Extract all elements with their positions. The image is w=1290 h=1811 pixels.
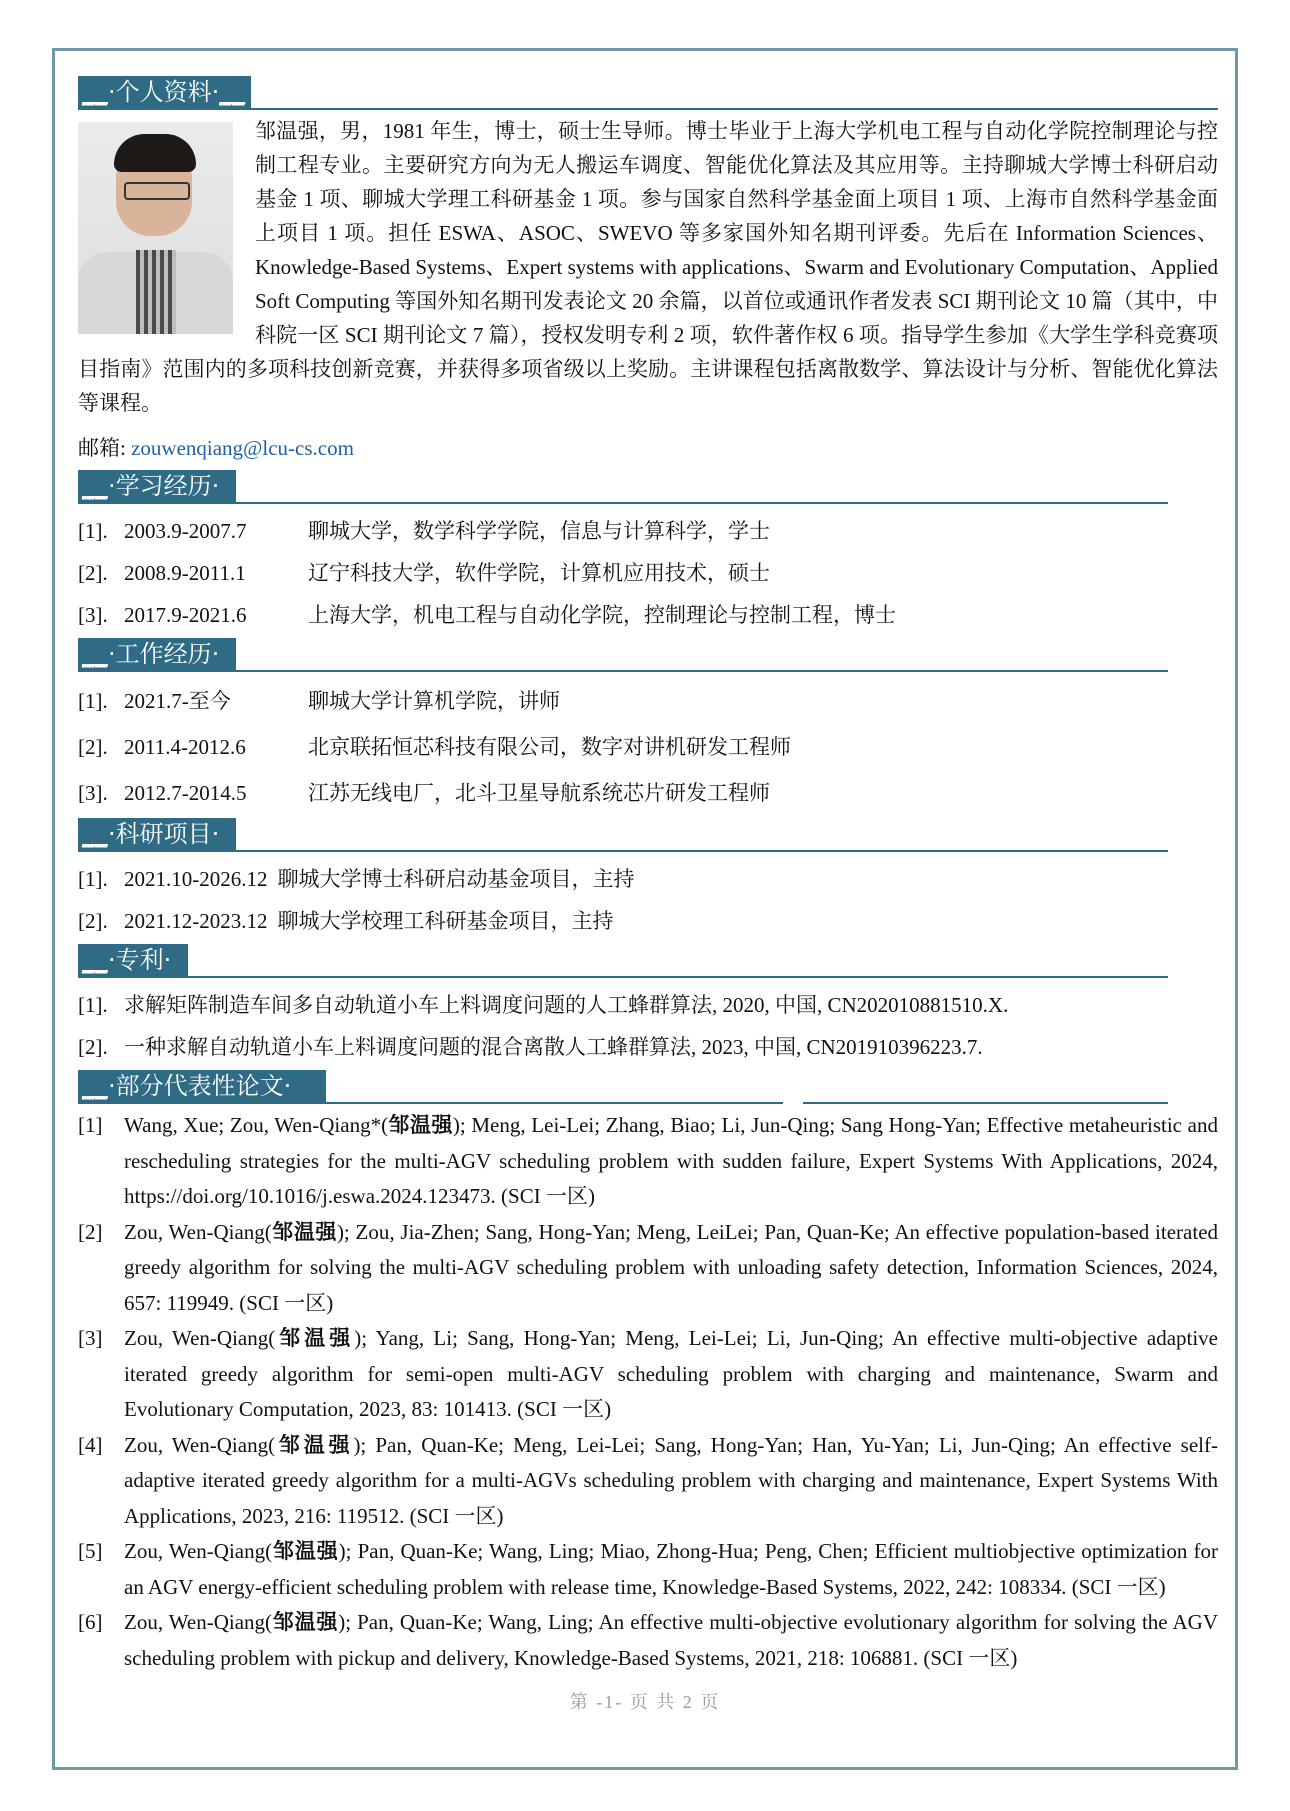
section-title-papers: 部分代表性论文 (115, 1072, 284, 1100)
section-header-profile: __·个人资料·__ (78, 74, 1218, 110)
resume-content (78, 74, 1218, 1676)
section-rule (78, 850, 1168, 852)
list-item: [2]. 2021.12-2023.12 聊城大学校理工科研基金项目，主持 (78, 909, 614, 933)
list-item: [3] Zou, Wen-Qiang(邹温强); Yang, Li; Sang, Hong-Yan; Meng, Lei-Lei; Li, Jun-Qing; An effective multi-objective adaptive iterated greedy algorithm for semi-open multi-AGV scheduling problem with charging and maintenance, Swarm and Evolutionary Computation, 2023, 83: 101413. (SCI 一区) (78, 1326, 1219, 1421)
list-item: [2] Zou, Wen-Qiang(邹温强); Zou, Jia-Zhen; Sang, Hong-Yan; Meng, LeiLei; Pan, Quan-Ke; An effective population-based iterated greedy algorithm for solving the multi-AGV scheduling problem with unloading safety detection, Information Sciences, 2024, 657: 119949. (SCI 一区) (78, 1219, 1219, 1315)
list-item: [1] Wang, Xue; Zou, Wen-Qiang*(邹温强); Meng, Lei-Lei; Zhang, Biao; Li, Jun-Qing; Sang Hong-Yan; Effective metaheuristic and rescheduling strategies for the multi-AGV scheduling problem with sudden failure, Expert Systems With Applications, 2024, https://doi.org/10.1016/j.eswa.2024.123473. (SCI 一区) (78, 1113, 1219, 1208)
list-item: [6] Zou, Wen-Qiang(邹温强); Pan, Quan-Ke; Wang, Ling; An effective multi-objective evolutionary algorithm for solving the AGV scheduling problem with pickup and delivery, Knowledge-Based Systems, 2021, 218: 106881. (SCI 一区) (78, 1610, 1218, 1670)
section-title-education: 学习经历 (115, 472, 212, 500)
section-rule (78, 670, 1168, 672)
list-item: [2]. 一种求解自动轨道小车上料调度问题的混合离散人工蜂群算法, 2023, 中国, CN201910396223.7. (78, 1035, 983, 1059)
section-header-work: __·工作经历· (78, 636, 1218, 672)
projects-list (78, 858, 1218, 942)
section-rule (803, 1102, 1168, 1104)
section-header-projects: __·科研项目· (78, 816, 1218, 852)
section-header-education: __·学习经历· (78, 468, 1218, 504)
email-link[interactable]: zouwenqiang@lcu-cs.com (131, 436, 354, 460)
papers-list (78, 1108, 1218, 1676)
list-item: [5] Zou, Wen-Qiang(邹温强); Pan, Quan-Ke; Wang, Ling; Miao, Zhong-Hua; Peng, Chen; Efficient multiobjective optimization for an AGV energy-efficient scheduling problem with release time, Knowledge-Based Systems, 2022, 242: 108334. (SCI 一区) (78, 1539, 1218, 1599)
section-title-patents: 专利 (115, 946, 164, 974)
section-rule (78, 502, 1168, 504)
section-title-profile: 个人资料 (115, 78, 212, 106)
section-header-patents: __·专利· (78, 942, 1218, 978)
profile-photo (78, 122, 233, 334)
email-line (78, 432, 1218, 462)
page-footer: 第 -1- 页 共 2 页 (569, 1692, 721, 1712)
work-list (78, 678, 1218, 816)
list-item: [2]. 2008.9-2011.1 辽宁科技大学，软件学院，计算机应用技术，硕士 (78, 561, 770, 585)
list-item: [3]. 2017.9-2021.6 上海大学，机电工程与自动化学院，控制理论与控制工程，博士 (78, 603, 896, 627)
bio-block (78, 114, 1218, 420)
list-item: [1]. 2021.10-2026.12 聊城大学博士科研启动基金项目，主持 (78, 867, 635, 891)
section-rule (78, 108, 1218, 110)
list-item: [4] Zou, Wen-Qiang(邹温强); Pan, Quan-Ke; Meng, Lei-Lei; Sang, Hong-Yan; Han, Yu-Yan; Li, Jun-Qing; An effective self-adaptive iterated greedy algorithm for a multi-AGVs scheduling problem with charging and maintenance, Expert Systems With Applications, 2023, 216: 119512. (SCI 一区) (78, 1432, 1218, 1528)
list-item: [2]. 2011.4-2012.6 北京联拓恒芯科技有限公司，数字对讲机研发工程师 (78, 735, 791, 759)
section-title-projects: 科研项目 (115, 820, 212, 848)
section-title-work: 工作经历 (115, 640, 212, 668)
email-label: 邮箱: (78, 436, 126, 460)
list-item: [1]. 求解矩阵制造车间多自动轨道小车上料调度问题的人工蜂群算法, 2020, 中国, CN202010881510.X. (78, 993, 1009, 1017)
bio-text: 邹温强，男，1981 年生，博士，硕士生导师。博士毕业于上海大学机电工程与自动化学院控制理论与控制工程专业。主要研究方向为无人搬运车调度、智能优化算法及其应用等。主持聊城大学博士科研启动基金 1 项、聊城大学理工科研基金 1 项。参与国家自然科学基金面上项目 1 项、上海市自然科学基金面上项目 1 项。担任 ESWA、ASOC、SWEVO 等多家国外知名期刊评委。先后在 Information Sciences、Knowledge-Based Systems、Expert systems with applications、Swarm and Evolutionary Computation、Applied Soft Computing 等国外知名期刊发表论文 20 余篇，以首位或通讯作者发表 SCI 期刊论文 10 篇（其中，中科院一区 SCI 期刊论文 7 篇），授权发明专利 2 项，软件著作权 6 项。指导学生参加《大学生学科竞赛项目指南》范围内的多项科技创新竞赛，并获得多项省级以上奖励。主讲课程包括离散数学、算法设计与分析、智能优化算法等课程。 (78, 119, 1218, 415)
patents-list (78, 984, 1218, 1068)
list-item: [1]. 2021.7-至今 聊城大学计算机学院，讲师 (78, 689, 560, 713)
section-rule (78, 1102, 783, 1104)
section-rule (78, 976, 1168, 978)
list-item: [3]. 2012.7-2014.5 江苏无线电厂，北斗卫星导航系统芯片研发工程师 (78, 781, 770, 805)
education-list (78, 510, 1218, 636)
list-item: [1]. 2003.9-2007.7 聊城大学，数学科学学院，信息与计算科学，学士 (78, 519, 770, 543)
section-header-papers: __·部分代表性论文· (78, 1068, 1218, 1104)
